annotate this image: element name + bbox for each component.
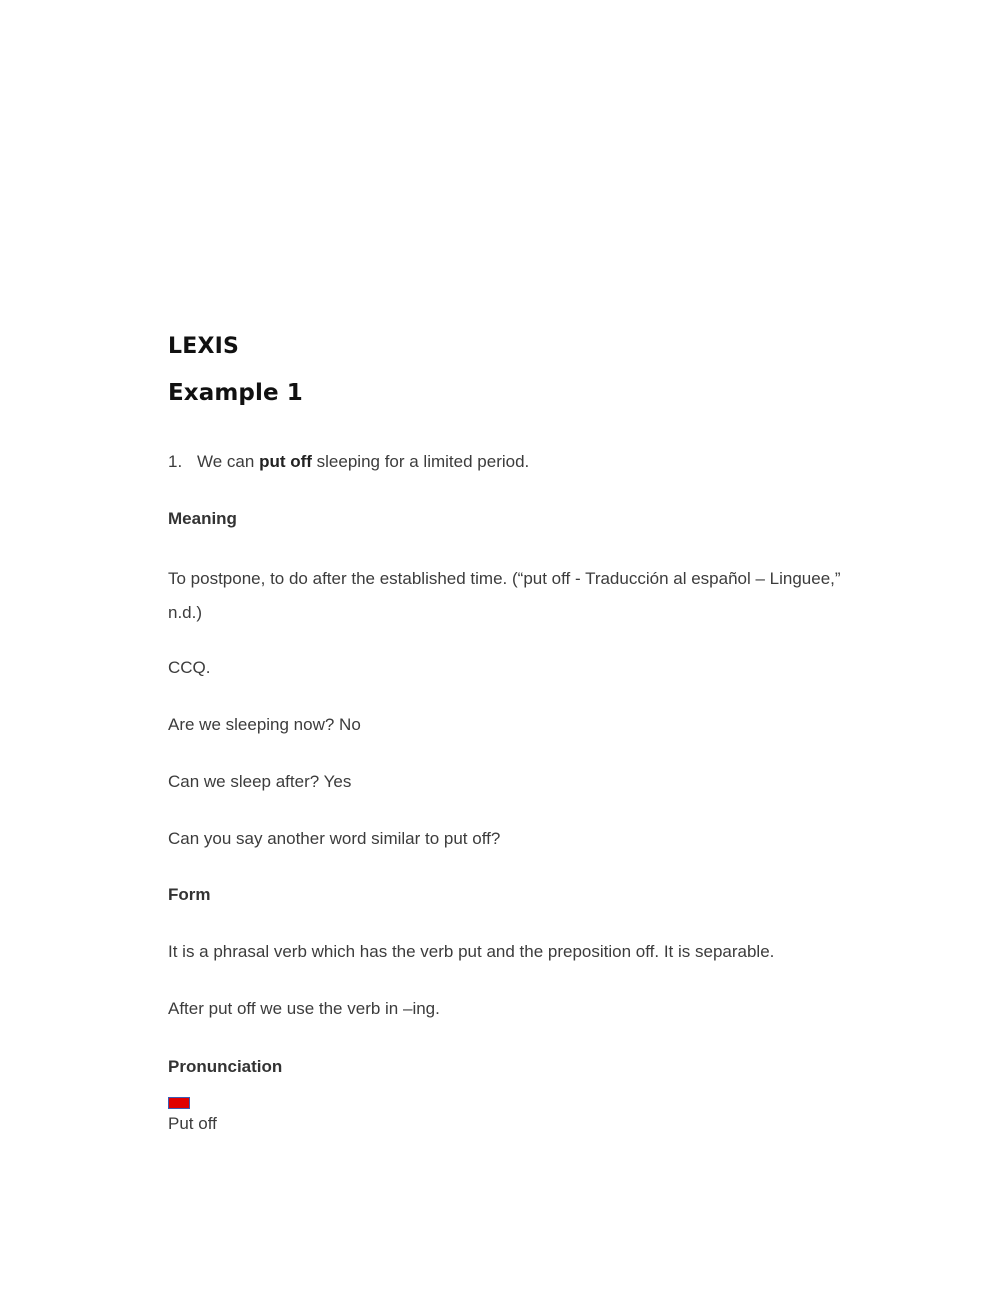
ccq-question-2: Can we sleep after? Yes <box>168 772 352 791</box>
sentence-start: We can <box>197 452 260 471</box>
target-phrase: put off <box>259 452 312 471</box>
meaning-label: Meaning <box>168 509 237 528</box>
pronunciation-label: Pronunciation <box>168 1057 283 1076</box>
sentence-end: sleeping for a limited period. <box>311 452 530 471</box>
audio-icon[interactable] <box>168 1097 190 1109</box>
form-line-1: It is a phrasal verb which has the verb put and the preposition off. It is separable. <box>168 942 775 961</box>
ccq-label: CCQ. <box>168 658 211 677</box>
form-line-2: After put off we use the verb in –ing. <box>168 999 440 1018</box>
example-title: Example 1 <box>168 380 303 406</box>
pronunciation-text: Put off <box>168 1114 217 1133</box>
meaning-text: To postpone, to do after the established time. (“put off - Traducción al español – Linguee,” n.d.) <box>168 569 841 622</box>
section-heading: LEXIS <box>168 334 240 359</box>
list-number: 1. <box>168 452 183 471</box>
form-label: Form <box>168 885 211 904</box>
ccq-question-3: Can you say another word similar to put off? <box>168 829 501 848</box>
ccq-question-1: Are we sleeping now? No <box>168 715 361 734</box>
example-sentence <box>168 452 529 472</box>
